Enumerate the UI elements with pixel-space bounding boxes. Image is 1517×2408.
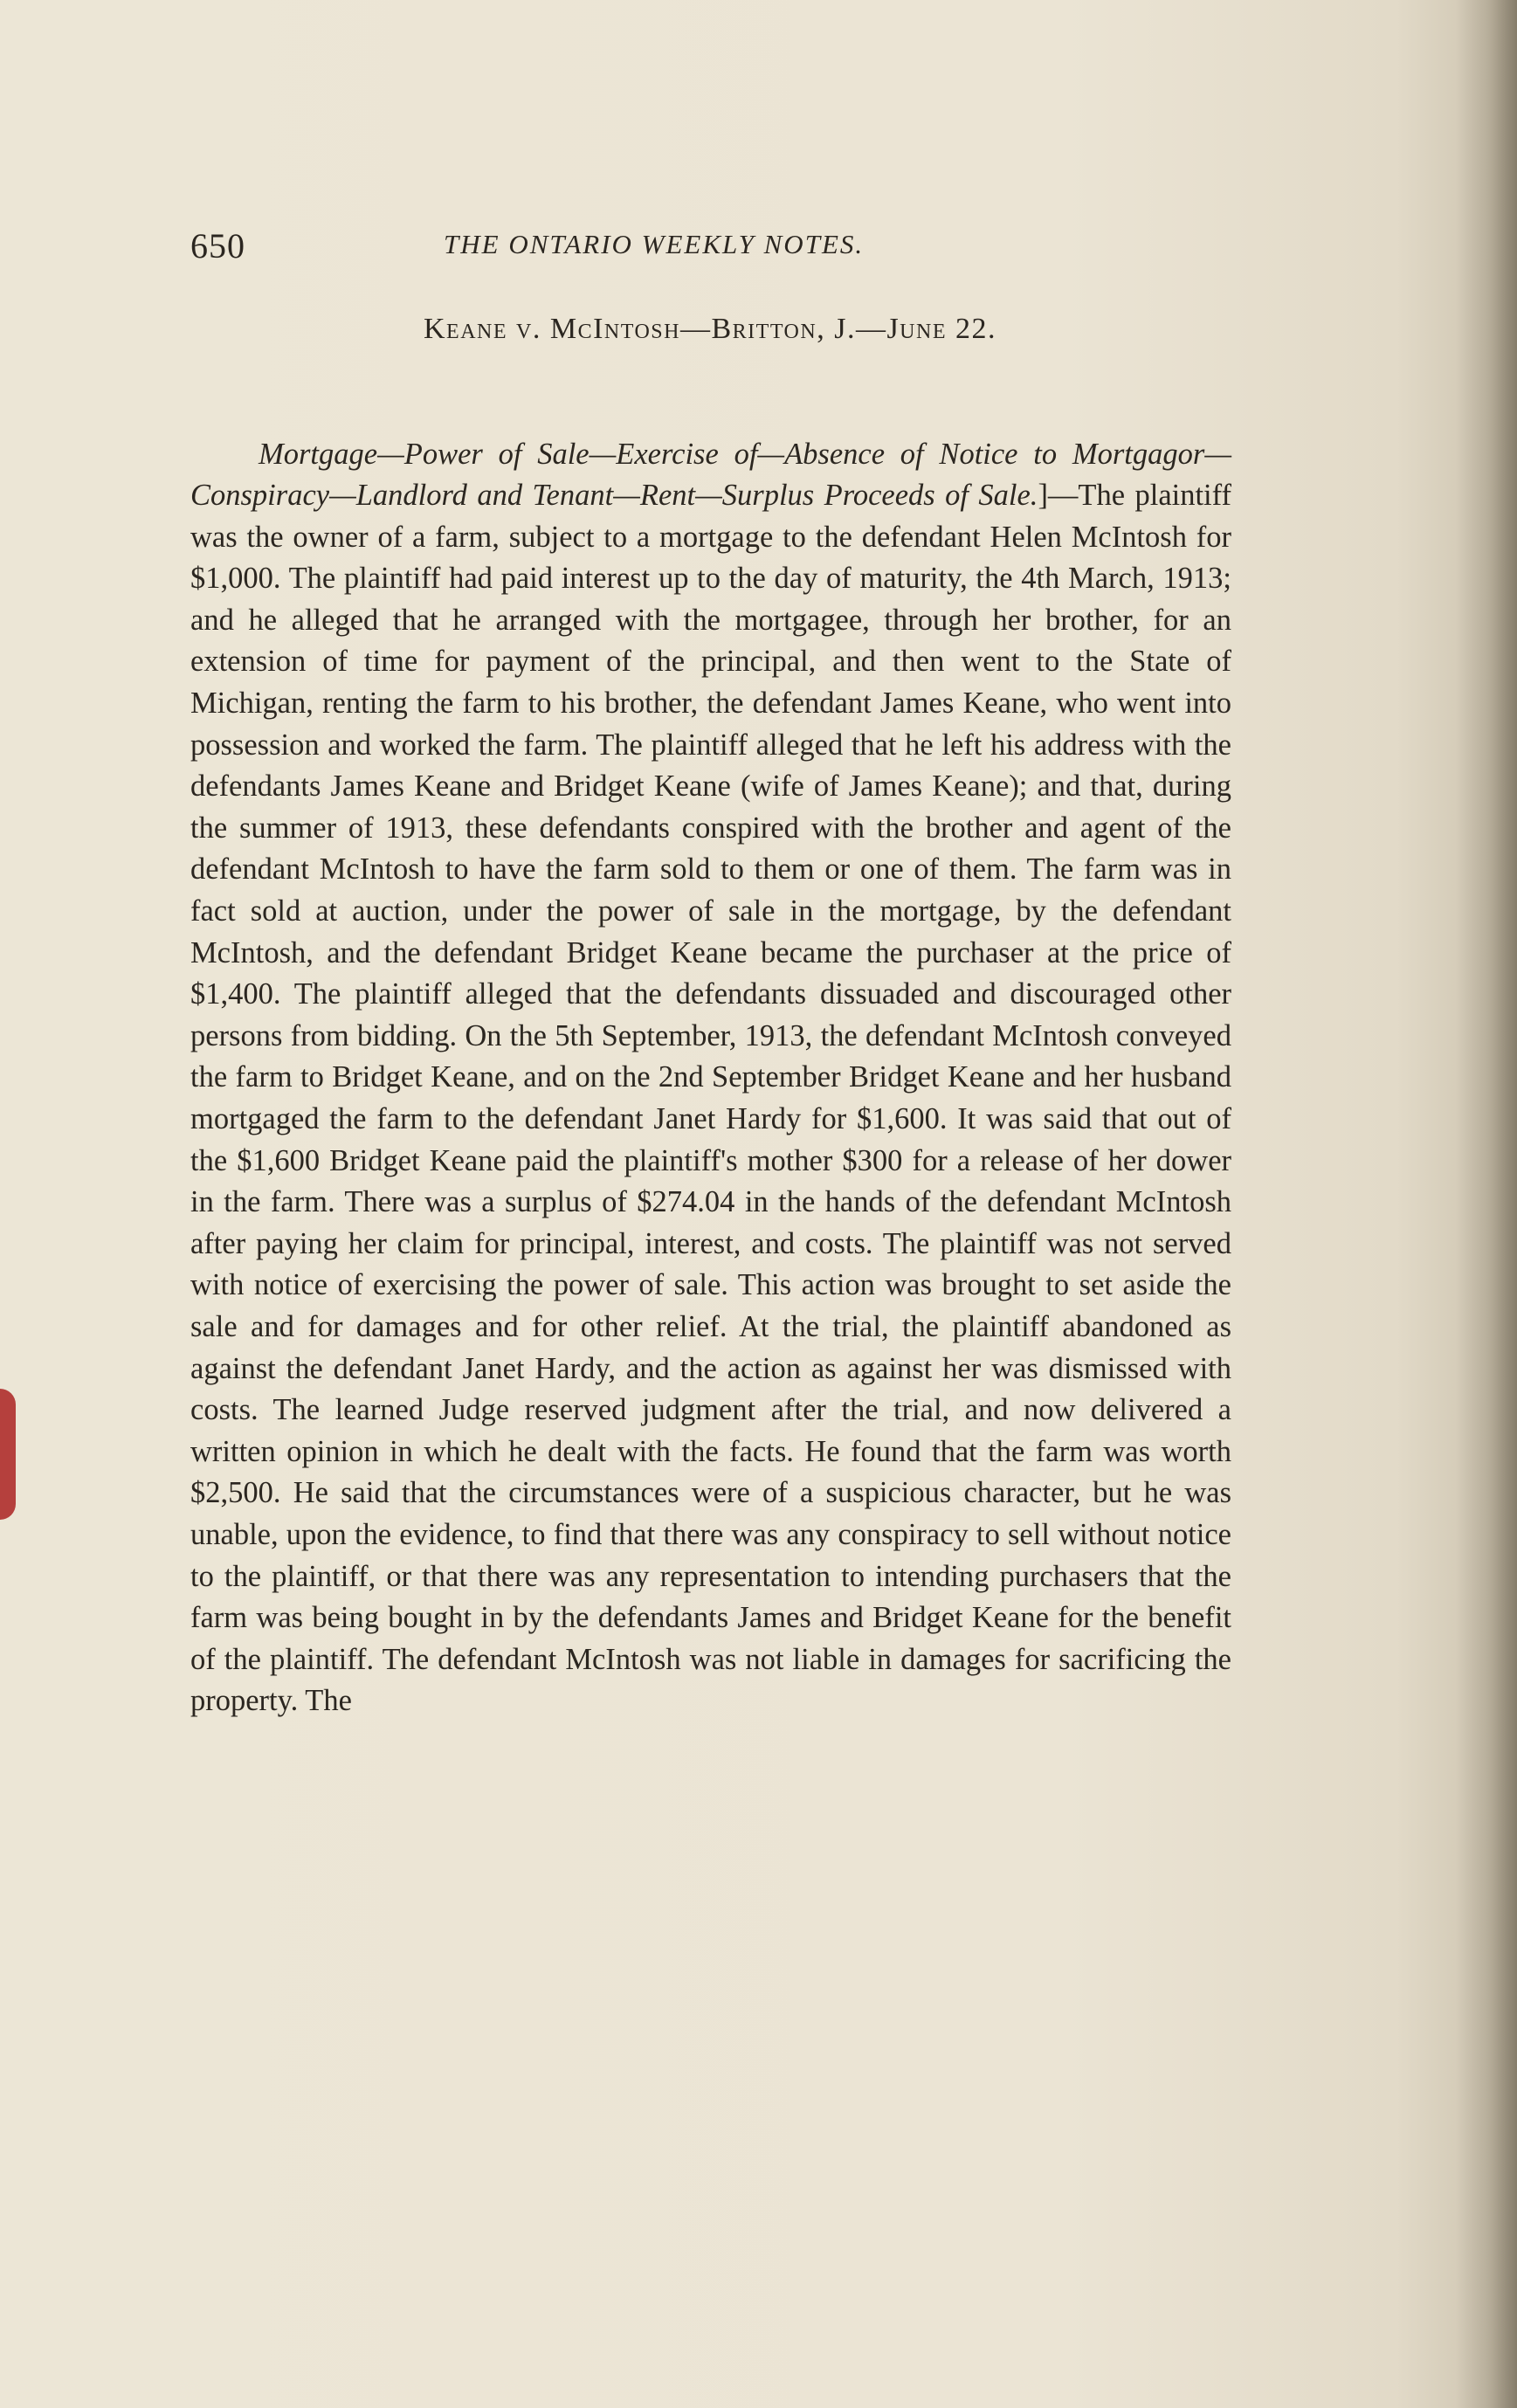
case-title: Keane v. McIntosh—Britton, J.—June 22. [423, 313, 997, 345]
page-number: 650 [190, 226, 245, 266]
running-title: THE ONTARIO WEEKLY NOTES. [444, 229, 865, 259]
headnote: Mortgage—Power of Sale—Exercise of—Absence of Notice to Mortgagor—Conspiracy—Landlord and Tenant—Rent—Surplus Proceeds of Sale. [190, 437, 1231, 513]
page-header [190, 225, 1230, 278]
binding-shadow [1456, 0, 1517, 2408]
case-body [190, 434, 1231, 1722]
page-edge-tab [0, 1389, 16, 1520]
case-text: ]—The plaintiff was the owner of a farm, subject to a mortgage to the defendant Helen McIntosh for $1,000. The plaintiff had paid interest up to the day of maturity, the 4th March, 1913; and he alleged that he arranged with the mortgagee, through her brother, for an extension of time for payment of the principal, and then went to the State of Michigan, renting the farm to his brother, the defendant James Keane, who went into possession and worked the farm. The plaintiff alleged that he left his address with the defendants James Keane and Bridget Keane (wife of James Keane); and that, during the summer of 1913, these defendants conspired with the brother and agent of the defendant McIntosh to have the farm sold to them or one of them. The farm was in fact sold at auction, under the power of sale in the mortgage, by the defendant McIntosh, and the defendant Bridget Keane became the purchaser at the price of $1,400. The plaintiff alleged that the defendants dissuaded and discouraged other persons from bidding. On the 5th September, 1913, the defendant McIntosh conveyed the farm to Bridget Keane, and on the 2nd September Bridget Keane and her husband mortgaged the farm to the defendant Janet Hardy for $1,600. It was said that out of the $1,600 Bridget Keane paid the plaintiff's mother $300 for a release of her dower in the farm. There was a surplus of $274.04 in the hands of the defendant McIntosh after paying her claim for principal, interest, and costs. The plaintiff was not served with notice of exercising the power of sale. This action was brought to set aside the sale and for damages and for other relief. At the trial, the plaintiff abandoned as against the defendant Janet Hardy, and the action as against her was dismissed with costs. The learned Judge reserved judgment after the trial, and now delivered a written opinion in which he dealt with the facts. He found that the farm was worth $2,500. He said that the circumstances were of a suspicious character, but he was unable, upon the evidence, to find that there was any conspiracy to sell without notice to the plaintiff, or that there was any representation to intending purchasers that the farm was being bought in by the defendants James and Bridget Keane for the benefit of the plaintiff. The defendant McIntosh was not liable in damages for sacrificing the property. The [190, 479, 1231, 1718]
